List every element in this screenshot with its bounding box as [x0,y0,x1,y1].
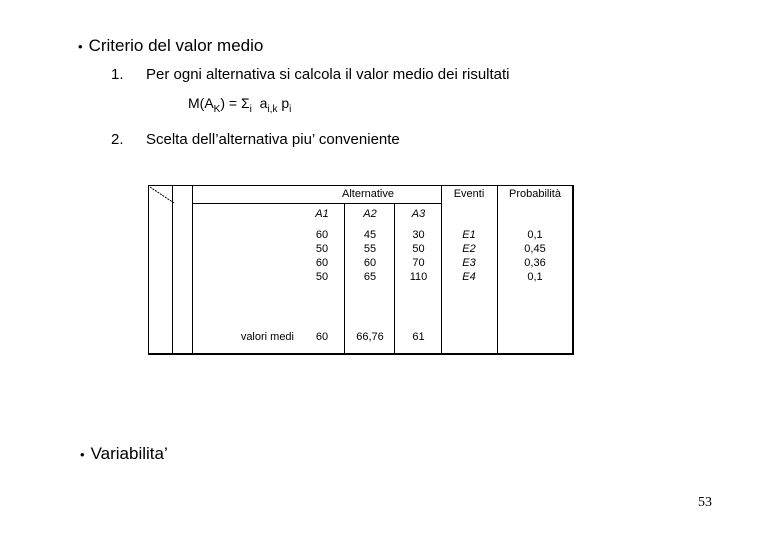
alt-a2: A2 [363,208,377,220]
header-divider [192,203,441,204]
table-bottom-border [148,353,573,355]
vline-6 [497,185,498,355]
step1-number: 1. [111,66,124,83]
r2-a1: 50 [315,243,329,255]
r3-a3: 70 [412,257,425,269]
corner-diagonal [148,185,192,205]
alt-a1: A1 [315,208,329,220]
formula-term-sub: i,k [267,103,278,115]
page-number: 53 [698,495,712,510]
formula [188,95,291,115]
formula-sigma: Σ [240,95,250,111]
mean-a1: 60 [315,331,329,343]
vline-1 [172,185,173,355]
r4-a1: 50 [315,271,329,283]
mean-label: valori medi [240,331,294,343]
r1-a3: 30 [412,229,425,241]
r1-a1: 60 [315,229,329,241]
table-top-border [148,185,573,186]
r3-prob: 0,36 [524,257,546,269]
r2-a2: 55 [363,243,377,255]
r1-a2: 45 [363,229,377,241]
header-probabilita: Probabilità [509,188,561,200]
mean-a2: 66,76 [356,331,384,343]
mean-a3: 61 [412,331,425,343]
formula-p: p [281,95,290,111]
r3-a1: 60 [315,257,329,269]
r1-prob: 0,1 [527,229,543,241]
step2-text: Scelta dell’alternativa piu’ conveniente [146,131,400,148]
bullet-dot: • [78,39,83,54]
bullet-dot: • [80,447,85,462]
formula-term: a [259,95,268,111]
r2-event: E2 [462,243,476,255]
formula-lhs: M(A [188,95,214,111]
step2-number: 2. [111,131,124,148]
vline-7 [572,185,574,355]
decision-table [148,185,573,355]
formula-lhs-sub: K [213,103,221,115]
vline-5 [441,185,442,355]
formula-p-sub: i [289,103,292,115]
vline-2 [192,185,193,355]
alt-a3: A3 [411,208,426,220]
r2-prob: 0,45 [524,243,546,255]
r4-a2: 65 [363,271,377,283]
bullet-criterio-text: Criterio del valor medio [88,36,264,55]
r4-a3: 110 [409,271,428,283]
vline-4 [394,203,395,355]
r3-a2: 60 [363,257,377,269]
r1-event: E1 [462,229,476,241]
header-alternative: Alternative [342,188,394,200]
bullet-criterio [78,36,263,56]
formula-mid: ) = [220,95,241,111]
header-eventi: Eventi [453,188,485,200]
r3-event: E3 [462,257,476,269]
bullet-variabilita-text: Variabilita’ [90,444,168,463]
step1-text: Per ogni alternativa si calcola il valor medio dei risultati [146,66,510,83]
r2-a3: 50 [412,243,425,255]
r4-event: E4 [462,271,476,283]
r4-prob: 0,1 [527,271,543,283]
bullet-variabilita [80,444,168,464]
vline-3 [344,203,345,355]
formula-sigma-sub: i [249,103,252,115]
vline-0 [148,185,149,355]
